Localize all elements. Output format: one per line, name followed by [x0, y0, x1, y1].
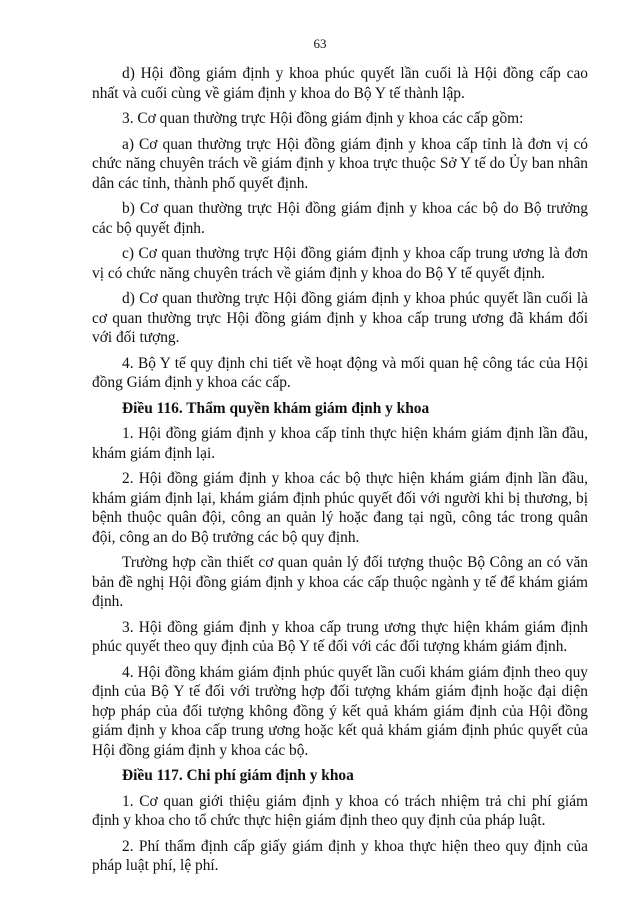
- paragraph: 4. Hội đồng khám giám định phúc quyết lần cuối khám giám định theo quy định của Bộ Y tế đối với trường hợp đối tượng khám giám định hoặc đại diện hợp pháp của đối tượng không đồng ý kết quả khám giám định của Hội đồng giám định y khoa cấp trung ương hoặc kết quả khám giám định phúc quyết của Hội đồng giám định y khoa các bộ.: [92, 663, 588, 759]
- paragraph: c) Cơ quan thường trực Hội đồng giám định y khoa cấp trung ương là đơn vị có chức năng chuyên trách về giám định y khoa do Bộ Y tế quyết định.: [92, 245, 588, 282]
- document-body: [92, 64, 588, 882]
- paragraph: d) Hội đồng giám định y khoa phúc quyết lần cuối là Hội đồng cấp cao nhất và cuối cùng về giám định y khoa do Bộ Y tế thành lập.: [92, 65, 588, 102]
- article-heading: Điều 116. Thẩm quyền khám giám định y khoa: [122, 399, 430, 417]
- paragraph: b) Cơ quan thường trực Hội đồng giám định y khoa các bộ do Bộ trưởng các bộ quyết định.: [92, 200, 588, 237]
- paragraph: 1. Cơ quan giới thiệu giám định y khoa có trách nhiệm trả chi phí giám định y khoa cho tổ chức thực hiện giám định theo quy định của pháp luật.: [92, 792, 588, 829]
- paragraph: a) Cơ quan thường trực Hội đồng giám định y khoa cấp tỉnh là đơn vị có chức năng chuyên trách về giám định y khoa trực thuộc Sở Y tế do Ủy ban nhân dân các tỉnh, thành phố quyết định.: [92, 135, 588, 192]
- paragraph: 3. Cơ quan thường trực Hội đồng giám định y khoa các cấp gồm:: [122, 110, 524, 127]
- paragraph: 1. Hội đồng giám định y khoa cấp tỉnh thực hiện khám giám định lần đầu, khám giám định lại.: [92, 425, 588, 462]
- paragraph: 3. Hội đồng giám định y khoa cấp trung ương thực hiện khám giám định phúc quyết theo quy định của Bộ Y tế đối với các đối tượng khám giám định.: [92, 618, 588, 655]
- paragraph: d) Cơ quan thường trực Hội đồng giám định y khoa phúc quyết lần cuối là cơ quan thường trực Hội đồng giám định y khoa cấp trung ương đã khám đối với đối tượng.: [92, 290, 588, 346]
- article-heading: Điều 117. Chi phí giám định y khoa: [122, 767, 354, 784]
- paragraph: Trường hợp cần thiết cơ quan quản lý đối tượng thuộc Bộ Công an có văn bản đề nghị Hội đồng giám định y khoa các cấp thuộc ngành y tế để khám giám định.: [92, 554, 588, 610]
- page-number: 63: [313, 36, 327, 51]
- paragraph: 2. Hội đồng giám định y khoa các bộ thực hiện khám giám định lần đầu, khám giám định lại, khám giám định phúc quyết đối với người khi bị thương, bị bệnh thuộc quân đội, công an quản lý hoặc đang tại ngũ, công tác trong quân đội, công an do Bộ trưởng các bộ quy định.: [92, 470, 588, 546]
- paragraph: 2. Phí thẩm định cấp giấy giám định y khoa thực hiện theo quy định của pháp luật phí, lệ phí.: [92, 837, 588, 874]
- paragraph: 4. Bộ Y tế quy định chi tiết về hoạt động và mối quan hệ công tác của Hội đồng Giám định y khoa các cấp.: [92, 354, 588, 391]
